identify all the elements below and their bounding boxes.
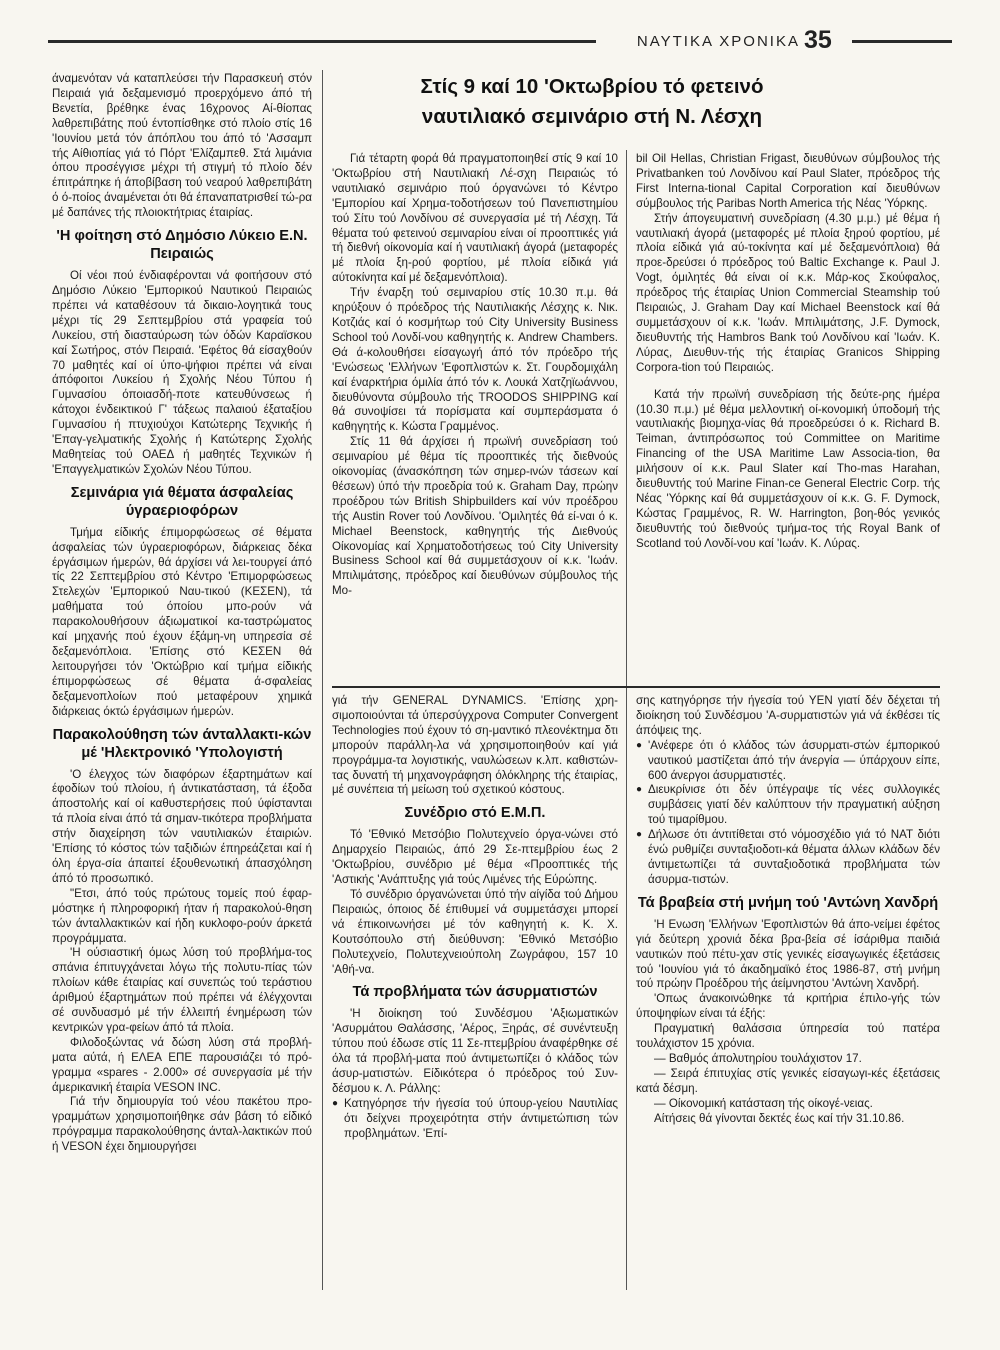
bullet-item: ● 'Ανέφερε ότι ό κλάδος τών άσυρματι-στών έμπορικού ναυτικού μαστίζεται άπό τήν άνεργία — ύπάρχουν είπε, 600 άνεργοι άσυρματιστές. [636,739,940,784]
column-divider-center [626,150,627,1290]
article-paragraph: Κατά τήν πρωϊνή συνεδρίαση τής δεύτε-ρης ήμέρα (10.30 π.μ.) μέ θέμα μελλοντική οί-κονομική ύποδομή τής ναυτιλιακής βιομηχα-νίας θά προεδρεύσει ό κ. Richard B. Teiman, άντιπρόσωπος τού Committee on Maritime Financing of the USA Maritime Law Associa-tion, θα μιλήσουν οί κ.κ. Paul Slater καί Tho-mas Harahan, διευθυντής τού Marine Finan-ce General Electric Corp. τής Νέας 'Υόρκης καί θά συμμετάσχουν οί κ.κ. G. F. Dymock, Κώστας Γραμμένος, R. W. Harrington, βοη-θός γενικός διευθυντής τού διεθνούς τμήμα-τος τής Royal Bank of Scotland τού Λονδί-νου καί 'Ιωάν. Κ. Λύρας. [636,387,940,550]
intro-paragraph: άναμενόταν νά καταπλεύσει τήν Παρασκευή στόν Πειραιά γιά δεξαμενισμό προερχόμενο άπό τή Βενετία, βρέθηκε ένας 16χρονος Αί-θίοπας λαθρεπιβάτης πού έντοπίσθηκε στό πλοίο στίς 16 'Ιουνίου μετά τόν άπόπλου του άπό τό 'Ασσαμπ τής Αίθιοπίας γιά τό Πόρτ 'Ελίζαμπεθ. Στά λιμάνια όπου προσέγγισε μέχρι τή στιγμή τό πλοίο δέν έπιτράπηκε ή άποβίβαση τού νεαρού λαθρεπιβάτη ό ό-ποίος άναμένεται ότι θά έπαναπατρισθεί τώ-ρα μέ δαπάνες τής πλοιοκτήτριας έταιρίας. [52,72,312,220]
awards-paragraph: — Οίκονομική κατάσταση τής οίκογέ-νειας. [654,1096,873,1110]
column-3-lower [636,694,940,1294]
continuation-paragraph: σης κατηγόρησε τήν ήγεσία τού ΥΕΝ γιατί δέν δέχεται τή διοίκηση τού Συνδέσμου 'Α-συρματιστών γιά νά έκθέσει τίς άπόψεις της. [636,694,940,737]
section-heading-seminars: Σεμινάρια γιά θέματα άσφαλείας ύγραεριοφόρων [70,484,294,519]
section-body-lyceum: Οί νέοι πού ένδιαφέρονται νά φοιτήσουν στό Δημόσιο Λύκειο 'Εμπορικού Ναυτικού Πειραιώς πρέπει νά καταθέσουν τά δικαιο-λογητικά τους μέχρι τίς 29 Σεπτεμβρίου στά γραφεία τού Λυκείου, στή διασταύρωση τών όδών Καραϊσκου καί Σωτήρος, στόν Πειραιά. 'Εφέτος θά είσαχθούν 70 μαθητές καί οί ύπο-ψήφιοι πρέπει νά είναι άπόφοιτοι Λυκείου ή Σχολής Νέου Τύπου ή Γυμνασίου όποιασδή-ποτε κατευθύνσεως ή κάτοχοι ένδεικτικού Γ' τάξεως παλαιού έξαταξίου Γυμνασίου ή πτυχιούχοι Κατώτερης Τεχνικής ή 'Επαγ-γελματικής Σχολής ή Κατώτερης Σχολής Μαθητείας τού ΟΑΕΔ ή μαθητές Τεχνικών ή 'Επαγγελματικών Σχολών Νέου Τύπου. [52,269,312,476]
article-paragraph: bil Oil Hellas, Christian Frigast, διευθύνων σύμβουλος τής Privatbanken τού Λονδίνου καί Paul Slater, πρόεδρος τής First Interna-tional Capital Corporation καί διευθύνων σύμβουλος τής Paribas North America τής Νέας 'Υόρκης. [636,152,940,210]
emp-paragraph: Τό συνέδριο όργανώνεται ύπό τήν αίγίδα τού Δήμου Πειραιώς, όποιος δέ έπιθυμεί νά συμμετάσχει μπορεί νά έπικοινωνήσει μέ τόν καθηγητή κ. Κ. Χ. Κουτσόπουλο στή διεύθυνση: 'Εθνικό Μετσόβιο Πολυτεχνείο, Πολυτεχνειούπολη Ζωγράφου, 157 10 'Αθή-να. [332,887,618,976]
bullet-item: ● Διευκρίνισε ότι δέν ύπέγραψε τίς νέες συλλογικές συμβάσεις γιατί δέν καλύπτουν τήν πραγματική αύξηση τού τιμαρίθμου. [636,783,940,828]
header-rule-right [852,40,952,43]
awards-paragraph: 'Η Ενωση 'Ελλήνων 'Εφοπλιστών θά άπο-νείμει έφέτος γιά δεύτερη χρονιά δέκα βρα-βεία σέ ίσάριθμα παιδιά ναυτικών πού πέτυ-χαν στίς γενικές είσαγωγικές έξετάσεις τού 'Ιουνίου γιά τό άκαδημαϊκό έτος 1986-87, στή μνήμη τού πρώην Προέδρου τής άείμνηστου 'Αντώνη Χανδρή. [636,917,940,991]
page-number: 35 [804,26,832,54]
section-heading-emp: Συνέδριο στό Ε.Μ.Π. [404,805,546,822]
article-paragraph: Γιά τέταρτη φορά θά πραγματοποιηθεί στίς 9 καί 10 'Οκτωβρίου στή Ναυτιλιακή Λέ-σχη Πειραιώς τό ναυτιλιακό σεμινάριο πού όργανώνει τό Κέντρο 'Εμπορίου καί Χρημα-τοδοτήσεων τού Πανεπιστημίου τού Σίτυ τού Λονδίνου σέ συνεργασία μέ τή Λέσχη. Τά θέματα τού φετεινού σεμιναρίου είναι οί προοπτικές γιά τή διεθνή οίκονομία καί ή ναυτιλιακή άγορά (μεταφορές μέ πλοία ξη-ρού φορτίου, μέ πλοία είδικά γιά αύτοκίνητα καί μέ δεξαμενόπλοια). [332,152,618,285]
spares-paragraph: 'Η ούσιαστική όμως λύση τού προβλήμα-τος σπάνια έπιτυγχάνεται λόγω τής πολυτυ-πίας τών πλοίων κάθε έταιρίας καί συνεπώς τού τεράστιου άριθμού έξαρτημάτων πού πρέπει νά έλέγχονται σέ συνδυασμό μέ τήν έλλειπή ένημέρωση τών κεντρικών γρα-φείων άπό τά πλοία. [52,946,312,1034]
article-paragraph: Τήν έναρξη τού σεμιναρίου στίς 10.30 π.μ. θά κηρύξουν ό πρόεδρος τής Ναυτιλιακής Λέσχης κ. Νικ. Κοτζιάς καί ό κοσμήτωρ τού City University Business School τού Λονδί-νου καθηγητής κ. Andrew Chambers. Θά ά-κολουθήσει είσαγωγή άπό τόν πρόεδρο τής 'Ενώσεως 'Ελλήνων 'Εφοπλιστών κ. Στ. Γουρδομιχάλη καί έναρκτήρια όμιλία άπό τόν κ. Λουκά Χατζηϊωάννου, διευθύνοντα σύμβουλο τής TROODOS SHIPPING καί θά συνοψίσει τά πορίσματα καί συμπεράσματα ό καθηγητής κ. Κώστα Γραμμένος. [332,286,618,434]
article-paragraph: Στίς 11 θά άρχίσει ή πρωϊνή συνεδρίαση τού σεμιναρίου μέ θέμα τίς προοπτικές τής διεθνούς οίκονομίας (άνασκόπηση τών σημερ-ινών τάσεων καί θέσεων) ύπό τήν προεδρία τού κ. Graham Day, πρώην προέδρου τών British Shipbuilders καί νύν προέδρου τής Austin Rover τού Λονδίνου. 'Ομιλητές θά εί-ναι ό κ. Michael Beenstock, καθηγητής τής Διεθνούς Οίκονομίας καί Χρηματοδοτήσεως τού City University Business School καί θά συμμετάσχουν οί κ.κ. 'Ιωάν. Μπιλιμάτσης, πρόεδρος καί διευθύνων σύμβουλος τής Μο- [332,435,618,598]
main-article-column-2 [332,152,618,682]
section-heading-lyceum: 'Η φοίτηση στό Δημόσιο Λύκειο Ε.Ν. Πειραιώς [56,228,308,263]
article-paragraph: Στήν άπογευματινή συνεδρίαση (4.30 μ.μ.) μέ θέμα ή ναυτιλιακή άγορά (μεταφορές μέ πλοία ξηρού φορτίου, μέ πλοία είδικά γιά αύ-τοκίνητα καί μέ δεξαμενόπλοια) θά προε-δρεύσει ό πρόεδρος τού Baltic Exchange κ. Paul J. Vogt, όμιλητές θά είναι οί κ.κ. Μάρ-κος Σκούφαλος, πρόεδρος τής έταιρίας Union Commercial Steamship τού Πειραιώς, J. Graham Day καί Michael Beenstock καί θά συμμετάσχουν οί κ.κ. 'Ιωάν. Μπιλιμάτσης, J.F. Dymock, διευθυντής τής Hambros Bank τού Λονδίνου καί 'Ιωάν. Κ. Λύρας, Διευθυν-τής τής έταιρίας Granicos Shipping Corpora-tion τού Πειραιώς. [636,211,940,374]
publication-title: ΝΑΥΤΙΚΑ ΧΡΟΝΙΚΑ [636,33,800,50]
section-heading-awards: Τά βραβεία στή μνήμη τού 'Αντώνη Χανδρή [637,894,939,911]
header-rule-left [48,40,596,43]
column-2-lower [332,694,618,1294]
article-bottom-rule [332,686,940,688]
awards-paragraph: 'Οπως άνακοινώθηκε τά κριτήρια έπιλο-γής τών ύποψηφίων είναι τά έξής: [636,992,940,1021]
column-divider-left [322,70,323,1290]
spares-paragraph: 'Ο έλεγχος τών διαφόρων έξαρτημάτων καί έφοδίων τού πλοίου, ή άντικατάσταση, τά έξοδα άποστολής καί οί καθυστερήσεις πού ύφίστανται τά πλοία είναι άπό τά σημαν-τικότερα προβλήματα στήν διαχείρηση τών ναυτιλιακών έταιριών. 'Επίσης τό κόστος τών ταξιδιών έπηρεάζεται καί ή όλη έργα-σία άπαιτεί έξουθενωτική άπασχόληση άπό τό προσωπικό. [52,767,312,885]
spares-paragraph: "Ετσι, άπό τούς πρώτους τομείς πού έφαρ-μόστηκε ή πληροφορική ήταν ή παρακολού-θηση τών άνταλλακτικών καί ήδη κυκλοφο-ρούν άρκετά προγράμματα. [52,886,312,945]
main-article-column-3 [636,152,940,682]
column-left [52,72,312,1292]
spares-paragraph: Γιά τήν δημιουργία τού νέου πακέτου προ-γραμμάτων χρησιμοποιήθηκε σάν βάση τό είδικό πρόγραμμα παρακολούθησης άνταλ-λακτικών πού ή VESON έχει δημιουργήσει [52,1095,312,1154]
section-heading-radio-officers: Τά προβλήματα τών άσυρματιστών [352,984,598,1001]
bullet-item: ● Κατηγόρησε τήν ήγεσία τού ύπουρ-γείου Ναυτιλίας ότι δείχνει προχειρότητα στήν άντιμετώπιση τών προβλημάτων. 'Επί- [332,1097,618,1142]
awards-paragraph: Πραγματική θαλάσσια ύπηρεσία τού πατέρα τουλάχιστον 15 χρόνια. [636,1022,940,1051]
spares-paragraph: Φιλοδοξώντας νά δώση λύση στά προβλή-ματα αύτά, ή ΕΛΕΑ ΕΠΕ παρουσιάζει τό πρό-γραμμα «spares - 2.000» σέ συνεργασία μέ τήν άμερικανική έταιρία VESON INC. [52,1035,312,1094]
bullet-item: ● Δήλωσε ότι άντιτίθεται στό νόμοσχέδιο γιά τό ΝΑΤ διότι ένώ ρυθμίζει συνταξιοδοτι-κά θέματα άλλων κλάδων δέν άντιμετωπίζει τά συνταξιοδοτικά προβλήματα τών άσυρμα-τιστών. [636,828,940,888]
headline-line-2: ναυτιλιακό σεμινάριο στή Ν. Λέσχη [421,105,763,128]
awards-paragraph: — Σειρά έπιτυχίας στίς γενικές είσαγωγι-κές έξετάσεις κατά δέσμη. [636,1066,940,1095]
awards-paragraph: — Βαθμός άπολυτηρίου τουλάχιστον 17. [654,1051,862,1065]
section-body-seminars: Τμήμα είδικής έπιμορφώσεως σέ θέματα άσφαλείας τών ύγραεριοφόρων, διάρκειας δέκα έργάσιμων ήμερών, θά άρχίσει νά λει-τουργεί άπό τίς 22 Σεπτεμβρίου στό Κέντρο 'Επιμορφώσεως Στελεχών 'Εμπορικού Ναυ-τικού (ΚΕΣΕΝ), τά μαθήματα τού όποίου μπο-ρούν νά παρακολουθήσουν άξιωματικοί κα-ταστρώματος καί μηχανής πού έχουν έξάμη-νη υπηρεσία σέ δεξαμενόπλοια. 'Επίσης στό ΚΕΣΕΝ θά λειτουργήσει τόν 'Οκτώβριο καί τμήμα είδικής έπιμορφώσεως σέ θέματα ά-σφαλείας δεξαμενοπλοίων πού μεταφέρουν χημικά διάρκειας όκτώ έργάσιμων ήμερών. [52,525,312,718]
awards-paragraph: Αίτήσεις θά γίνονται δεκτές έως καί τήν 31.10.86. [654,1111,905,1125]
main-headline [332,72,852,138]
headline-line-1: Στίς 9 καί 10 'Οκτωβρίου τό φετεινό [420,75,764,98]
continuation-paragraph: γιά τήν GENERAL DYNAMICS. 'Επίσης χρη-σιμοποιούνται τά ύπερσύγχρονα Computer Convergent Technologies πού έχουν τό ση-μαντικό πλεονέκτημα δτι μπορούν παράλλη-λα νά χρησιμοποιηθούν καί γιά προγράμμα-τα λογιστικής, ναυλώσεων κ.λπ. καθιστών-τας δυνατή τή μηχανογράφηση όλόκληρης τής έταιρίας, μέ συνέπεια τή μείωση τού σχετικού κόστους. [332,694,618,797]
emp-paragraph: Τό 'Εθνικό Μετσόβιο Πολυτεχνείο όργα-νώνει στό Δημαρχείο Πειραιώς, άπό 29 Σε-πτεμβρίου έως 2 'Οκτωβρίου, συνέδριο μέ θέμα «Προοπτικές τής 'Αστικής 'Ανάπτυξης γιά τούς Λιμένες τής Εύρώπης. [332,828,618,887]
section-heading-spares: Παρακολούθηση τών άνταλλακτι-κών μέ 'Ηλεκτρονικό 'Υπολογιστή [52,726,312,761]
radio-officers-paragraph: 'Η διοίκηση τού Συνδέσμου 'Αξιωματικών 'Ασυρμάτου Θαλάσσης, 'Αέρος, Ξηράς, σέ συνέντευξη τύπου πού έδωσε στίς 11 Σε-πτεμβρίου άναφέρθηκε σέ όλα τά προβλή-ματα πού άντιμετωπίζει ό κλάδος τών άσυρ-ματιστών. Είδικότερα ό πρόεδρος τού Συν-δέσμου κ. Λ. Ράλλης: [332,1007,618,1095]
